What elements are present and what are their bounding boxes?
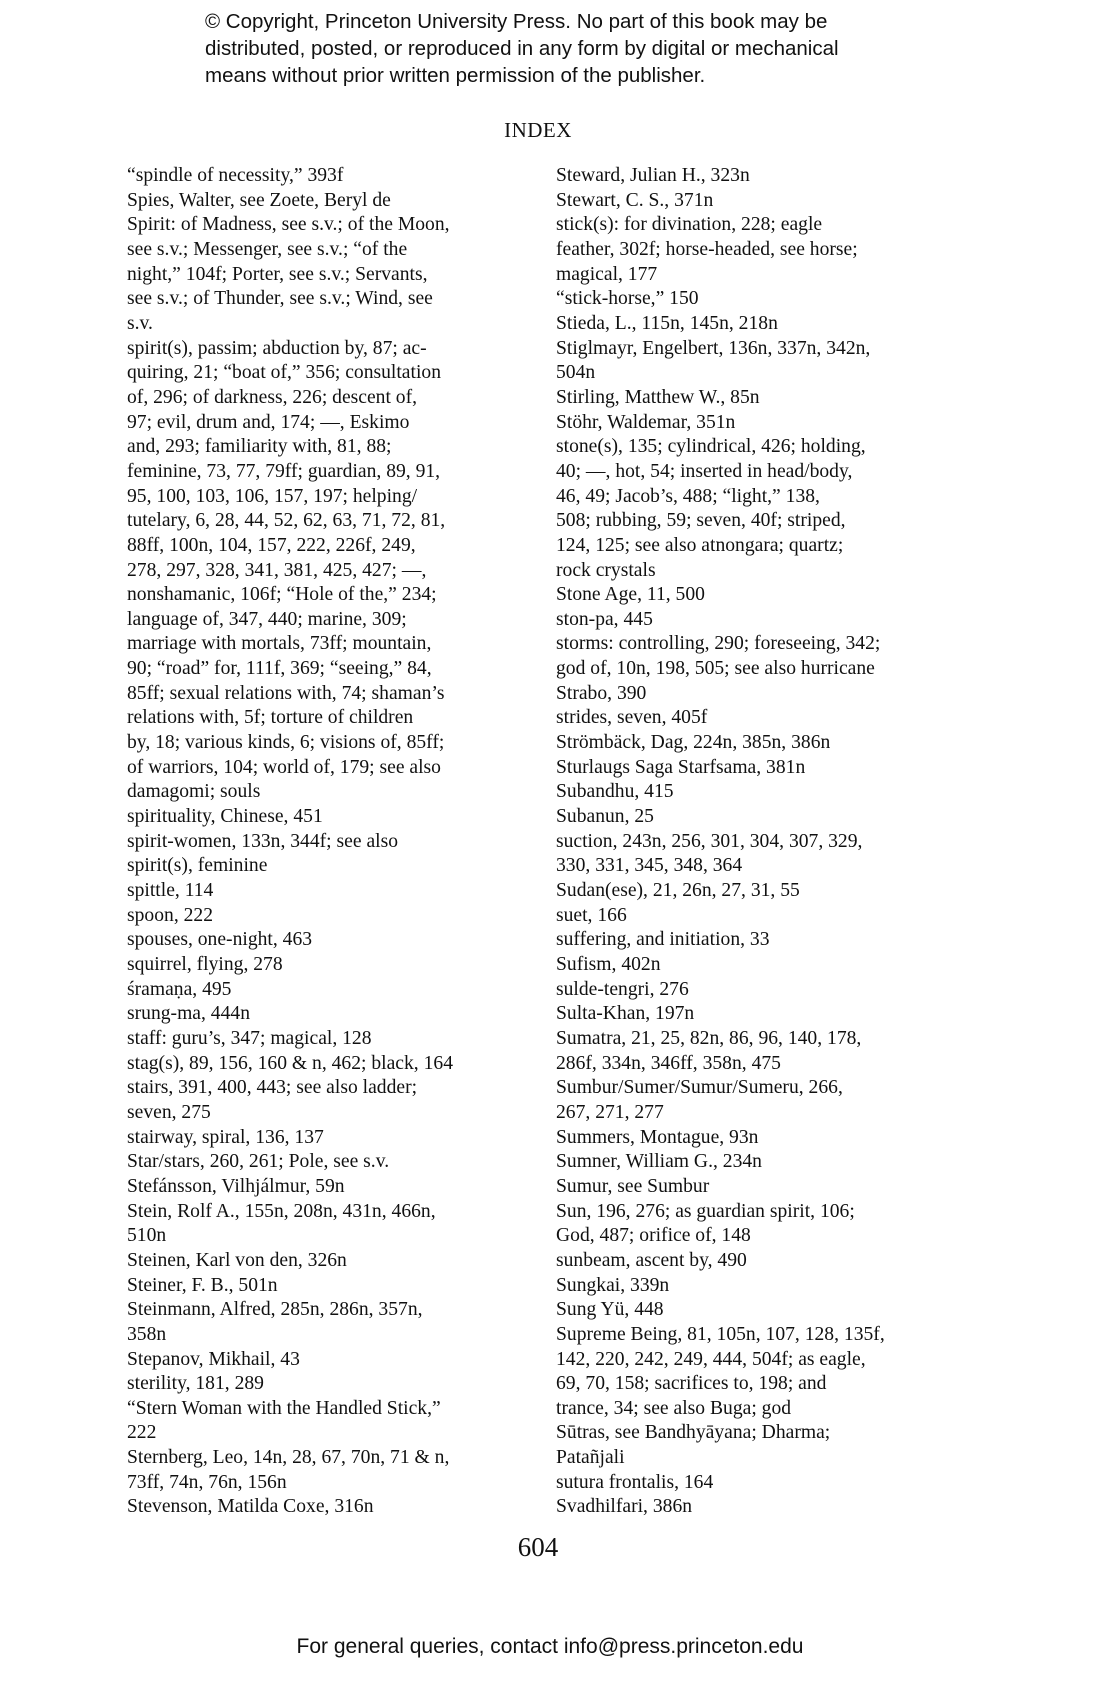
index-entry-line: Stieda, L., 115n, 145n, 218n: [556, 312, 778, 334]
index-entry: [127, 1175, 532, 1200]
index-entry-line: 510n: [127, 1225, 167, 1247]
index-entry-line: of warriors, 104; world of, 179; see also: [127, 756, 441, 778]
index-entry-line: 69, 70, 158; sacrifices to, 198; and: [556, 1373, 827, 1395]
index-entry-line: Supreme Being, 81, 105n, 107, 128, 135f,: [556, 1323, 885, 1345]
index-entry: [556, 953, 946, 978]
index-entry: [556, 1027, 946, 1076]
index-entry: [127, 1027, 532, 1052]
index-entry-line: śramaṇa, 495: [127, 978, 232, 1000]
index-entry-line: 358n: [127, 1323, 167, 1345]
index-entry: [556, 731, 946, 756]
index-entry-line: see s.v.; of Thunder, see s.v.; Wind, see: [127, 288, 433, 310]
footer-contact: For general queries, contact info@press.princeton.edu: [296, 1635, 804, 1658]
index-entry-line: staff: guru’s, 347; magical, 128: [127, 1027, 372, 1049]
index-entry-line: God, 487; orifice of, 148: [556, 1225, 751, 1247]
index-entry: [556, 879, 946, 904]
index-column-right: [556, 164, 946, 1520]
index-entry-line: Star/stars, 260, 261; Pole, see s.v.: [127, 1151, 390, 1173]
copyright-line: means without prior written permission of the publisher.: [205, 64, 706, 87]
index-entry-line: “spindle of necessity,” 393f: [127, 165, 344, 186]
index-entry: [556, 706, 946, 731]
index-entry-line: 142, 220, 242, 249, 444, 504f; as eagle,: [556, 1348, 866, 1370]
index-entry: [127, 1446, 532, 1495]
index-entry: [127, 164, 532, 189]
index-entry: [556, 411, 946, 436]
index-column-left: [127, 164, 532, 1520]
index-entry-line: squirrel, flying, 278: [127, 954, 283, 975]
index-entry: [127, 1126, 532, 1151]
index-entry-line: Strömbäck, Dag, 224n, 385n, 386n: [556, 732, 831, 754]
index-entry-line: feather, 302f; horse-headed, see horse;: [556, 238, 858, 260]
index-entry-line: magical, 177: [556, 263, 658, 285]
index-entry-line: Steinmann, Alfred, 285n, 286n, 357n,: [127, 1299, 423, 1321]
index-entry-line: damagomi; souls: [127, 781, 261, 803]
index-entry-line: 73ff, 74n, 76n, 156n: [127, 1471, 287, 1493]
index-entry-line: Stone Age, 11, 500: [556, 584, 705, 606]
index-entry-line: “Stern Woman with the Handled Stick,”: [127, 1397, 441, 1419]
index-entry-line: sterility, 181, 289: [127, 1373, 264, 1395]
index-entry-line: Patañjali: [556, 1447, 625, 1469]
index-entry-line: Sumur, see Sumbur: [556, 1175, 710, 1197]
index-entry-line: stone(s), 135; cylindrical, 426; holding,: [556, 436, 866, 458]
index-entry-line: 40; —, hot, 54; inserted in head/body,: [556, 460, 853, 482]
index-entry: [556, 1421, 946, 1470]
index-entry: [556, 1249, 946, 1274]
index-entry-line: Spirit: of Madness, see s.v.; of the Moon,: [127, 214, 450, 236]
index-entry: [127, 978, 532, 1003]
index-entry-line: spittle, 114: [127, 880, 214, 902]
index-entry-line: rock crystals: [556, 559, 656, 581]
index-entry-line: of, 296; of darkness, 226; descent of,: [127, 386, 418, 408]
index-entry: [127, 189, 532, 214]
index-entry-line: “stick-horse,” 150: [556, 288, 699, 310]
index-entry-line: god of, 10n, 198, 505; see also hurricane: [556, 658, 875, 680]
index-entry: [556, 189, 946, 214]
index-entry: [556, 1495, 946, 1520]
index-entry-line: 95, 100, 103, 106, 157, 197; helping/: [127, 485, 418, 507]
index-entry-line: see s.v.; Messenger, see s.v.; “of the: [127, 238, 408, 260]
copyright-notice: [205, 8, 925, 89]
index-entry: [127, 1348, 532, 1373]
index-entry: [127, 1200, 532, 1249]
index-entry: [127, 830, 532, 879]
index-entry-line: 330, 331, 345, 348, 364: [556, 855, 743, 877]
index-entry: [127, 1002, 532, 1027]
index-entry: [556, 1150, 946, 1175]
index-entry: [556, 1076, 946, 1125]
index-entry-line: 85ff; sexual relations with, 74; shaman’s: [127, 682, 445, 704]
index-entry: [127, 213, 532, 336]
index-entry-line: Stewart, C. S., 371n: [556, 189, 714, 211]
index-entry-line: 90; “road” for, 111f, 369; “seeing,” 84,: [127, 658, 432, 680]
index-entry-line: sunbeam, ascent by, 490: [556, 1249, 747, 1271]
index-entry: [556, 1200, 946, 1249]
index-entry: [127, 1298, 532, 1347]
index-entry-line: 88ff, 100n, 104, 157, 222, 226f, 249,: [127, 534, 416, 556]
index-entry-line: Stiglmayr, Engelbert, 136n, 337n, 342n,: [556, 337, 871, 359]
index-entry-line: ston-pa, 445: [556, 608, 653, 630]
index-entry-line: Sumner, William G., 234n: [556, 1151, 762, 1173]
index-entry: [127, 1495, 532, 1520]
index-entry: [556, 1274, 946, 1299]
index-entry-line: quiring, 21; “boat of,” 356; consultation: [127, 362, 441, 384]
index-entry-line: Steward, Julian H., 323n: [556, 165, 750, 186]
index-entry-line: Stepanov, Mikhail, 43: [127, 1348, 300, 1370]
index-entry-line: 508; rubbing, 59; seven, 40f; striped,: [556, 510, 846, 532]
index-entry-line: marriage with mortals, 73ff; mountain,: [127, 633, 432, 655]
index-entry-line: Subanun, 25: [556, 806, 654, 828]
index-entry-line: spirit(s), feminine: [127, 855, 268, 877]
index-entry-line: Stirling, Matthew W., 85n: [556, 386, 760, 408]
index-entry: [127, 953, 532, 978]
index-entry-line: Sūtras, see Bandhyāyana; Dharma;: [556, 1422, 831, 1444]
index-entry: [556, 386, 946, 411]
index-entry: [127, 904, 532, 929]
index-entry: [127, 337, 532, 805]
copyright-line: © Copyright, Princeton University Press. No part of this book may be: [205, 10, 828, 33]
index-entry: [127, 1150, 532, 1175]
index-entry-line: Sufism, 402n: [556, 954, 661, 975]
index-entry-line: Summers, Montague, 93n: [556, 1126, 759, 1148]
index-entry: [556, 904, 946, 929]
index-entry-line: Stöhr, Waldemar, 351n: [556, 411, 736, 433]
index-entry: [127, 879, 532, 904]
index-entry-line: trance, 34; see also Buga; god: [556, 1397, 792, 1419]
page-heading: INDEX: [504, 118, 572, 142]
index-entry: [556, 1126, 946, 1151]
index-entry-line: Stevenson, Matilda Coxe, 316n: [127, 1496, 374, 1518]
index-entry: [556, 780, 946, 805]
index-entry: [127, 1249, 532, 1274]
index-entry: [556, 1298, 946, 1323]
index-entry-line: Steiner, F. B., 501n: [127, 1274, 278, 1296]
index-entry: [556, 928, 946, 953]
index-entry-line: and, 293; familiarity with, 81, 88;: [127, 436, 392, 458]
index-entry-line: suet, 166: [556, 904, 627, 926]
index-entry-line: Subandhu, 415: [556, 781, 674, 803]
index-entry: [127, 1274, 532, 1299]
index-entry-line: Sulta-Khan, 197n: [556, 1003, 695, 1025]
index-entry: [127, 1052, 532, 1077]
index-entry: [127, 1076, 532, 1125]
index-entry-line: suffering, and initiation, 33: [556, 929, 770, 951]
index-entry-line: 124, 125; see also atnongara; quartz;: [556, 534, 844, 556]
index-entry-line: Sung Yü, 448: [556, 1299, 664, 1321]
index-entry: [556, 830, 946, 879]
index-entry-line: feminine, 73, 77, 79ff; guardian, 89, 91,: [127, 460, 441, 482]
index-entry-line: Strabo, 390: [556, 682, 647, 704]
index-entry: [127, 1397, 532, 1446]
index-entry-line: 278, 297, 328, 341, 381, 425, 427; —,: [127, 559, 427, 581]
index-entry-line: tutelary, 6, 28, 44, 52, 62, 63, 71, 72, 81,: [127, 510, 446, 532]
index-entry-line: suction, 243n, 256, 301, 304, 307, 329,: [556, 830, 863, 852]
index-entry: [556, 583, 946, 608]
index-entry-line: 286f, 334n, 346ff, 358n, 475: [556, 1052, 781, 1074]
copyright-line: distributed, posted, or reproduced in any form by digital or mechanical: [205, 37, 839, 60]
index-entry: [556, 435, 946, 583]
index-entry-line: spoon, 222: [127, 904, 214, 926]
index-entry-line: stag(s), 89, 156, 160 & n, 462; black, 164: [127, 1052, 453, 1074]
index-entry-line: Spies, Walter, see Zoete, Beryl de: [127, 189, 391, 211]
index-entry-line: spouses, one-night, 463: [127, 929, 313, 951]
index-entry-line: Sturlaugs Saga Starfsama, 381n: [556, 756, 806, 778]
index-entry: [556, 1471, 946, 1496]
index-entry: [556, 1002, 946, 1027]
index-entry: [556, 287, 946, 312]
index-entry-line: spirit(s), passim; abduction by, 87; ac-: [127, 337, 427, 359]
index-entry-line: seven, 275: [127, 1101, 211, 1123]
index-entry-line: Sumatra, 21, 25, 82n, 86, 96, 140, 178,: [556, 1027, 862, 1049]
index-entry-line: stairway, spiral, 136, 137: [127, 1126, 324, 1148]
index-entry: [556, 1323, 946, 1422]
index-entry-line: nonshamanic, 106f; “Hole of the,” 234;: [127, 584, 437, 606]
index-entry: [556, 756, 946, 781]
index-entry: [556, 805, 946, 830]
index-entry: [556, 1175, 946, 1200]
index-entry-line: sutura frontalis, 164: [556, 1471, 714, 1493]
page-number: 604: [517, 1532, 559, 1562]
index-entry: [556, 608, 946, 633]
index-entry-line: 46, 49; Jacob’s, 488; “light,” 138,: [556, 485, 820, 507]
index-entry-line: s.v.: [127, 312, 153, 334]
index-entry-line: 222: [127, 1422, 157, 1444]
index-entry-line: stairs, 391, 400, 443; see also ladder;: [127, 1077, 418, 1099]
index-entry: [556, 164, 946, 189]
index-entry-line: stick(s): for divination, 228; eagle: [556, 214, 823, 236]
index-entry-line: Stefánsson, Vilhjálmur, 59n: [127, 1175, 345, 1197]
index-entry-line: sulde-tengri, 276: [556, 978, 689, 1000]
index-entry-line: srung-ma, 444n: [127, 1003, 250, 1025]
index-entry-line: Stein, Rolf A., 155n, 208n, 431n, 466n,: [127, 1200, 436, 1222]
index-entry-line: Steinen, Karl von den, 326n: [127, 1249, 347, 1271]
index-entry-line: Svadhilfari, 386n: [556, 1496, 693, 1518]
index-entry-line: Sternberg, Leo, 14n, 28, 67, 70n, 71 & n,: [127, 1447, 450, 1469]
index-entry-line: Sudan(ese), 21, 26n, 27, 31, 55: [556, 880, 800, 902]
index-entry: [127, 1372, 532, 1397]
index-entry: [556, 213, 946, 287]
index-entry-line: by, 18; various kinds, 6; visions of, 85ff;: [127, 732, 445, 754]
index-entry-line: night,” 104f; Porter, see s.v.; Servants,: [127, 263, 428, 285]
index-entry: [556, 978, 946, 1003]
index-entry-line: strides, seven, 405f: [556, 707, 708, 729]
index-entry: [556, 312, 946, 337]
index-entry-line: 504n: [556, 362, 596, 384]
index-entry-line: relations with, 5f; torture of children: [127, 707, 414, 729]
index-entry-line: spirituality, Chinese, 451: [127, 806, 323, 828]
index-entry-line: 267, 271, 277: [556, 1101, 664, 1123]
index-entry: [127, 805, 532, 830]
index-entry: [556, 632, 946, 681]
index-entry: [127, 928, 532, 953]
index-entry-line: Sun, 196, 276; as guardian spirit, 106;: [556, 1200, 855, 1222]
index-entry-line: 97; evil, drum and, 174; —, Eskimo: [127, 411, 410, 433]
index-entry-line: storms: controlling, 290; foreseeing, 342;: [556, 633, 881, 655]
index-entry-line: Sungkai, 339n: [556, 1274, 670, 1296]
index-entry-line: Sumbur/Sumer/Sumur/Sumeru, 266,: [556, 1077, 843, 1099]
index-entry-line: language of, 347, 440; marine, 309;: [127, 608, 407, 630]
index-entry: [556, 682, 946, 707]
index-entry: [556, 337, 946, 386]
index-entry-line: spirit-women, 133n, 344f; see also: [127, 830, 399, 852]
